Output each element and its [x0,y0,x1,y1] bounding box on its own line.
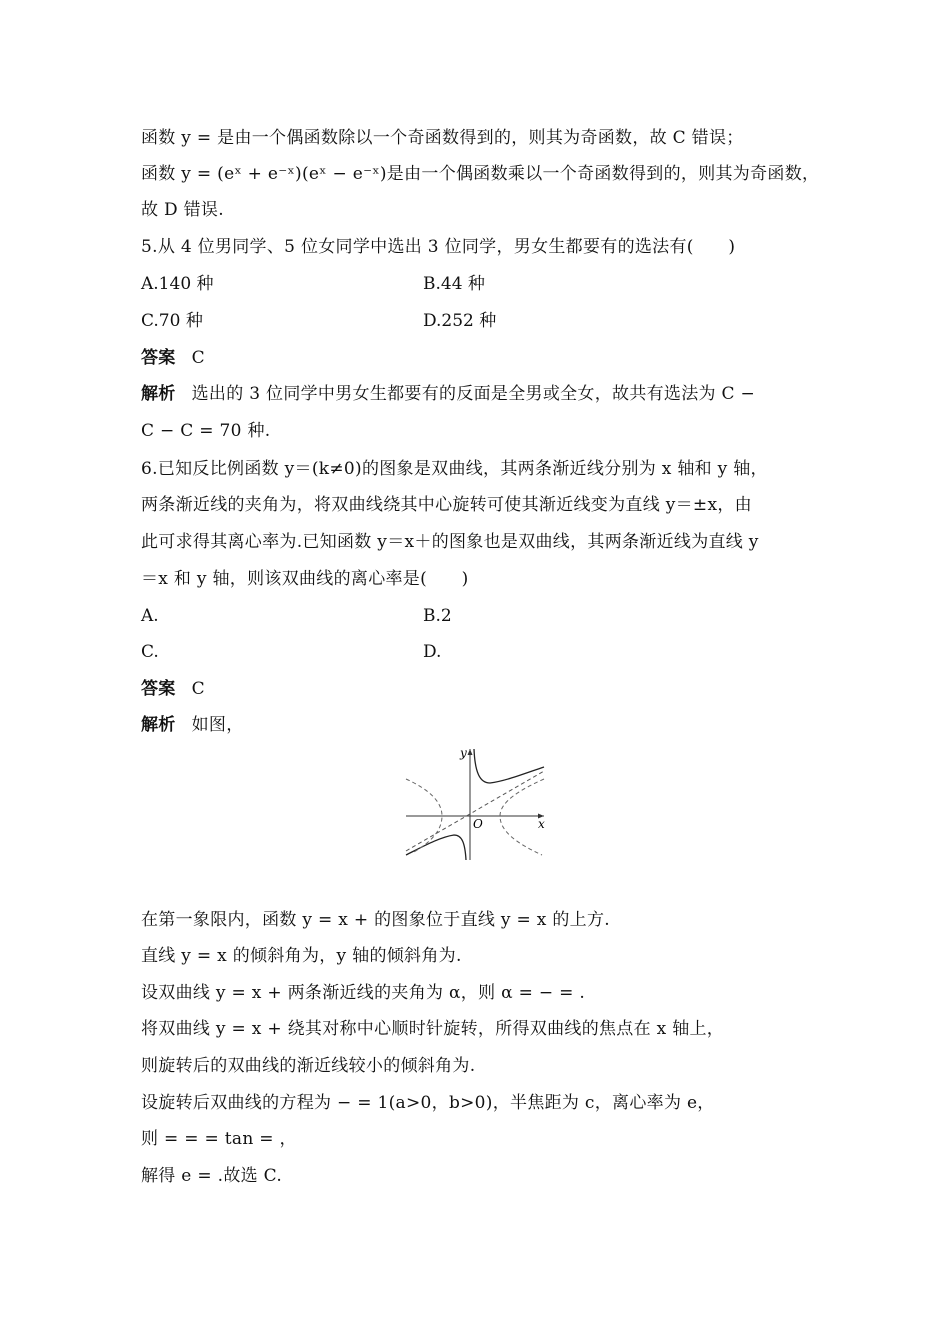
q5-analysis-row [141,383,755,405]
q6-analysis-line-8: 解得 e = .故选 C. [141,1166,283,1186]
prev-line-3: 故 D 错误. [141,200,224,220]
q6-analysis-line-2: 直线 y = x 的倾斜角为，y 轴的倾斜角为. [141,946,462,966]
q6-option-a: A. [141,606,159,626]
q5-analysis-text-1: 选出的 3 位同学中男女生都要有的反面是全男或全女，故共有选法为 C − [191,384,756,404]
q5-stem: 5.从 4 位男同学、5 位女同学中选出 3 位同学，男女生都要有的选法有( ) [141,237,736,257]
q6-option-b: B.2 [423,606,452,626]
q6-answer-label: 答案 [141,679,176,699]
q6-analysis-label: 解析 [141,715,176,735]
q6-stem-4: ＝x 和 y 轴，则该双曲线的离心率是( ) [141,569,469,589]
q6-analysis-line-4: 将双曲线 y = x + 绕其对称中心顺时针旋转，所得双曲线的焦点在 x 轴上， [141,1019,725,1039]
hyperbola-figure [402,743,552,861]
q5-option-d: D.252 种 [423,311,497,331]
q5-option-c: C.70 种 [141,311,203,331]
hyperbola-branch-upper [474,749,544,783]
q6-analysis-line-5: 则旋转后的双曲线的渐近线较小的倾斜角为. [141,1056,476,1076]
x-axis-label: x [538,817,545,831]
q6-stem-3: 此可求得其离心率为.已知函数 y＝x＋的图象也是双曲线，其两条渐近线为直线 y [141,532,759,552]
q6-analysis-line-3: 设双曲线 y = x + 两条渐近线的夹角为 α，则 α = − = . [141,983,586,1003]
q6-option-c: C. [141,642,159,662]
q5-analysis-text-2: C − C = 70 种. [141,421,271,441]
hyperbola-svg [402,743,552,861]
origin-label: O [473,817,483,831]
q5-analysis-label: 解析 [141,384,176,404]
q6-analysis-line-1: 在第一象限内，函数 y = x + 的图象位于直线 y = x 的上方. [141,910,610,930]
q6-answer-value: C [191,679,205,699]
hyperbola-branch-lower [406,835,466,860]
q5-answer-label: 答案 [141,348,176,368]
q6-analysis-row [141,714,244,736]
q6-answer-row [141,678,205,700]
q6-analysis-line-6: 设旋转后双曲线的方程为 − = 1(a>0，b>0)，半焦距为 c，离心率为 e， [141,1093,715,1113]
q6-analysis-intro: 如图， [191,715,244,735]
q5-option-a: A.140 种 [141,274,214,294]
prev-line-1: 函数 y = 是由一个偶函数除以一个奇函数得到的，则其为奇函数，故 C 错误； [141,128,744,148]
prev-line-2: 函数 y = (eˣ + e⁻ˣ)(eˣ − e⁻ˣ)是由一个偶函数乘以一个奇函数得到的，则其为奇函数， [141,164,820,184]
q6-stem-2: 两条渐近线的夹角为，将双曲线绕其中心旋转可使其渐近线变为直线 y＝±x，由 [141,495,752,515]
asymptote-line [406,771,544,851]
q5-option-b: B.44 种 [423,274,485,294]
q6-option-d: D. [423,642,442,662]
q6-stem-1: 6.已知反比例函数 y＝(k≠0)的图象是双曲线，其两条渐近线分别为 x 轴和 y 轴， [141,459,768,479]
q6-analysis-line-7: 则 = = = tan = ， [141,1129,297,1149]
q5-answer-row [141,347,205,369]
y-axis-arrow [468,749,473,755]
q5-answer-value: C [191,348,205,368]
y-axis-label: y [460,746,467,760]
